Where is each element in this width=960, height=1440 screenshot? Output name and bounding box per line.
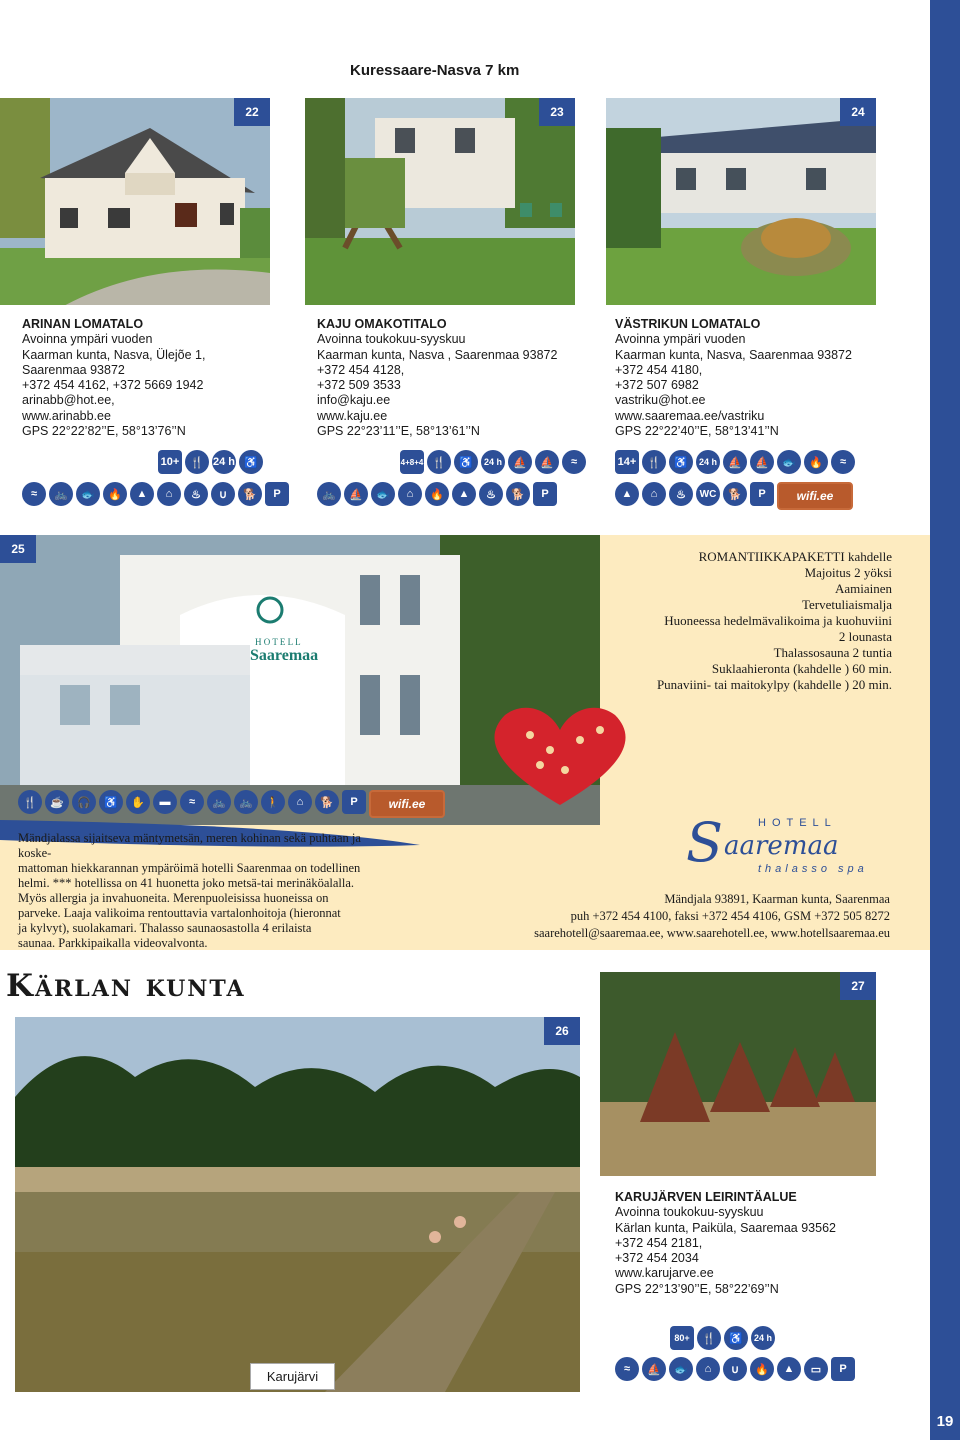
contact-phone: puh +372 454 4100, faksi +372 454 4106, GSM +372 505 8272 bbox=[570, 909, 890, 923]
listing-line: Kaarman kunta, Nasva , Saarenmaa 93872 bbox=[317, 347, 558, 362]
bike-icon: 🚲 bbox=[234, 790, 258, 814]
listing-line: Kaarman kunta, Nasva, Ülejõe 1, bbox=[22, 347, 206, 362]
photo-arinan-lomatalo bbox=[0, 98, 270, 305]
listing-line: Avoinna toukokuu-syyskuu bbox=[317, 332, 466, 347]
fish-icon: 🐟 bbox=[371, 482, 395, 506]
tent-icon: ▲ bbox=[777, 1357, 801, 1381]
page-number: 19 bbox=[930, 1408, 960, 1434]
amenity-icons-row2-camp bbox=[615, 1357, 855, 1383]
photo-vastrikun-lomatalo bbox=[606, 98, 876, 305]
campfire-icon: 🔥 bbox=[804, 450, 828, 474]
hotel-sign: Saaremaa bbox=[250, 647, 319, 664]
campfire-icon: 🔥 bbox=[425, 482, 449, 506]
listing-line: +372 454 4180, bbox=[615, 362, 703, 377]
open-24h-icon: 24 h bbox=[481, 450, 505, 474]
info-vastrikun-lomatalo bbox=[615, 317, 895, 439]
dog-icon: 🐕 bbox=[238, 482, 262, 506]
photo-caption: Karujärvi bbox=[250, 1363, 335, 1390]
hiker-icon: 🚶 bbox=[261, 790, 285, 814]
amenity-icons-row1-kaju bbox=[400, 450, 586, 476]
listing-line: +372 509 3533 bbox=[317, 378, 401, 393]
offer-line: Thalassosauna 2 tuntia bbox=[773, 645, 892, 660]
hotel-contact bbox=[430, 891, 890, 942]
desc-line: ja kylvyt), suolakamari. Thalasso saunaosastolla 4 erilaista bbox=[18, 921, 312, 935]
offer-line: Huoneessa hedelmävalikoima ja kuohuviini bbox=[664, 613, 892, 628]
dog-icon: 🐕 bbox=[723, 482, 747, 506]
listing-line: +372 507 6982 bbox=[615, 378, 699, 393]
listing-gps: GPS 22°22’82’’E, 58°13’76’’N bbox=[22, 424, 186, 439]
listing-gps: GPS 22°23’11’’E, 58°13’61’’N bbox=[317, 424, 480, 439]
beds-icon: 14+ bbox=[615, 450, 639, 474]
open-24h-icon: 24 h bbox=[212, 450, 236, 474]
lake-photo bbox=[15, 1017, 580, 1392]
listing-line: Kaarman kunta, Nasva, Saarenmaa 93872 bbox=[615, 347, 852, 362]
listing-email[interactable]: arinabb@hot.ee, bbox=[22, 393, 115, 408]
bed-icon: ▬ bbox=[153, 790, 177, 814]
desc-line: helmi. *** hotellissa on 41 huonetta joko metsä-tai merinäköalalla. bbox=[18, 876, 355, 890]
desc-line: Myös allergia ja invahuoneita. Merenpuoleisissa huoneissa on bbox=[18, 891, 329, 905]
card-number: 23 bbox=[539, 98, 575, 126]
swim-icon: ≈ bbox=[562, 450, 586, 474]
caravan-icon: ▭ bbox=[804, 1357, 828, 1381]
campfire-icon: 🔥 bbox=[750, 1357, 774, 1381]
parking-icon: P bbox=[265, 482, 289, 506]
listing-name: VÄSTRIKUN LOMATALO bbox=[615, 317, 761, 331]
desc-line: saunaa. Parkkipaikalla videovalvonta. bbox=[18, 936, 208, 950]
desc-line: parveke. Laaja valikoima rentouttavia vartalonhoitoja (hieronnat bbox=[18, 906, 341, 920]
listing-email[interactable]: info@kaju.ee bbox=[317, 393, 391, 408]
listing-line: +372 454 4162, +372 5669 1942 bbox=[22, 378, 204, 393]
photo-kaju-omakotitalo bbox=[305, 98, 575, 305]
strawberry-heart-image bbox=[460, 700, 660, 810]
boat-icon: ⛵ bbox=[723, 450, 747, 474]
listing-url[interactable]: www.karujarve.ee bbox=[615, 1266, 714, 1281]
fork-knife-icon: 🍴 bbox=[185, 450, 209, 474]
open-24h-icon: 24 h bbox=[696, 450, 720, 474]
tower-icon: ⌂ bbox=[157, 482, 181, 506]
contact-address: Mändjala 93891, Kaarman kunta, Saarenmaa bbox=[664, 892, 890, 906]
dog-icon: 🐕 bbox=[315, 790, 339, 814]
hotel-amenity-icons bbox=[18, 790, 445, 816]
wc-icon: WC bbox=[696, 482, 720, 506]
swim-icon: ≈ bbox=[180, 790, 204, 814]
tent-icon: ▲ bbox=[452, 482, 476, 506]
bike-icon: 🚲 bbox=[49, 482, 73, 506]
sauna-icon: ♨ bbox=[669, 482, 693, 506]
hotel-logo bbox=[686, 811, 906, 887]
amenity-icons-row1-vastrikun bbox=[615, 450, 855, 476]
logo-name: aaremaa bbox=[724, 831, 839, 861]
offer-line: 2 lounasta bbox=[838, 629, 892, 644]
offer-line: Tervetuliaismalja bbox=[801, 597, 892, 612]
toilet-icon: ♿ bbox=[669, 450, 693, 474]
listing-line: Avoinna toukokuu-syyskuu bbox=[615, 1205, 764, 1220]
listing-gps: GPS 22°13’90’’E, 58°22’69’’N bbox=[615, 1281, 779, 1296]
fish-icon: 🐟 bbox=[76, 482, 100, 506]
fish-icon: 🐟 bbox=[669, 1357, 693, 1381]
open-24h-icon: 24 h bbox=[751, 1326, 775, 1350]
hotel-sign-small: H O T E L L bbox=[255, 637, 301, 647]
route-title: Kuressaare-Nasva 7 km bbox=[350, 62, 520, 79]
offer-line: Majoitus 2 yöksi bbox=[804, 565, 892, 580]
amenity-icons-row1-arinan bbox=[158, 450, 263, 476]
section-title: Kärlan kunta bbox=[6, 968, 246, 1004]
fork-knife-icon: 🍴 bbox=[427, 450, 451, 474]
beds-icon: 10+ bbox=[158, 450, 182, 474]
amenity-icons-row2-kaju bbox=[317, 482, 557, 508]
bike-icon: 🚲 bbox=[317, 482, 341, 506]
beds-icon: 80+ bbox=[670, 1326, 694, 1350]
desc-line: Mändjalassa sijaitseva mäntymetsän, meren kohinan sekä puhtaan ja koske- bbox=[18, 831, 361, 860]
fish-icon: 🐟 bbox=[777, 450, 801, 474]
wifi-badge: wifi.ee bbox=[369, 790, 445, 818]
boat-icon: ⛵ bbox=[344, 482, 368, 506]
offer-line: Suklaahieronta (kahdelle ) 60 min. bbox=[711, 661, 892, 676]
fork-knife-icon: 🍴 bbox=[642, 450, 666, 474]
tent-icon: ▲ bbox=[130, 482, 154, 506]
canoe-icon: ⛵ bbox=[508, 450, 532, 474]
logo-spa: thalasso spa bbox=[758, 863, 868, 875]
boat-icon: ⛵ bbox=[642, 1357, 666, 1381]
amenity-icons-row1-camp bbox=[670, 1326, 775, 1352]
hotel-description bbox=[18, 831, 388, 951]
bike-icon: 🚲 bbox=[207, 790, 231, 814]
info-arinan-lomatalo bbox=[22, 317, 302, 439]
headphones-icon: 🎧 bbox=[72, 790, 96, 814]
sauna-icon: ♨ bbox=[184, 482, 208, 506]
fork-knife-icon: 🍴 bbox=[18, 790, 42, 814]
tower-icon: ⌂ bbox=[696, 1357, 720, 1381]
listing-url[interactable]: www.arinabb.ee bbox=[22, 408, 111, 423]
info-kaju-omakotitalo bbox=[317, 317, 597, 439]
card-number: 25 bbox=[0, 535, 36, 563]
swim-icon: ≈ bbox=[22, 482, 46, 506]
card-number: 27 bbox=[840, 972, 876, 1000]
swim-icon: ≈ bbox=[615, 1357, 639, 1381]
tent-icon: ▲ bbox=[615, 482, 639, 506]
desc-line: mattoman hiekkarannan ympäröimä hotelli Saarenmaa on todellinen bbox=[18, 861, 361, 875]
romance-package bbox=[562, 549, 892, 693]
tower-icon: ⌂ bbox=[642, 482, 666, 506]
card-number: 26 bbox=[544, 1017, 580, 1045]
listing-line: Avoinna ympäri vuoden bbox=[22, 332, 153, 347]
bath-icon: ∪ bbox=[723, 1357, 747, 1381]
wifi-badge: wifi.ee bbox=[777, 482, 853, 510]
fork-knife-icon: 🍴 bbox=[697, 1326, 721, 1350]
offer-line: ROMANTIIKKAPAKETTI kahdelle bbox=[698, 549, 892, 564]
coffee-icon: ☕ bbox=[45, 790, 69, 814]
campfire-icon: 🔥 bbox=[103, 482, 127, 506]
toilet-icon: ♿ bbox=[239, 450, 263, 474]
amenity-icons-row2-vastrikun bbox=[615, 482, 853, 508]
listing-url[interactable]: www.saaremaa.ee/vastriku bbox=[615, 408, 765, 423]
hotel-saaremaa-section bbox=[0, 535, 930, 950]
dog-icon: 🐕 bbox=[506, 482, 530, 506]
bath-icon: ∪ bbox=[211, 482, 235, 506]
offer-line: Aamiainen bbox=[834, 581, 892, 596]
parking-icon: P bbox=[831, 1357, 855, 1381]
info-karujarven-leirintaalue bbox=[615, 1190, 895, 1297]
card-number: 24 bbox=[840, 98, 876, 126]
toilet-icon: ♿ bbox=[454, 450, 478, 474]
kayak-icon: ⛵ bbox=[535, 450, 559, 474]
swim-icon: ≈ bbox=[831, 450, 855, 474]
listing-name: KAJU OMAKOTITALO bbox=[317, 317, 447, 331]
camp-photo bbox=[600, 972, 876, 1176]
listing-gps: GPS 22°22’40’’E, 58°13’41’’N bbox=[615, 424, 779, 439]
canoe-icon: ⛵ bbox=[750, 450, 774, 474]
listing-line: Kärlan kunta, Paiküla, Saaremaa 93562 bbox=[615, 1220, 836, 1235]
listing-line: Saarenmaa 93872 bbox=[22, 362, 125, 377]
listing-line: Avoinna ympäri vuoden bbox=[615, 332, 746, 347]
card-number: 22 bbox=[234, 98, 270, 126]
listing-name: ARINAN LOMATALO bbox=[22, 317, 144, 331]
listing-email[interactable]: vastriku@hot.ee bbox=[615, 393, 706, 408]
listing-line: +372 454 2034 bbox=[615, 1251, 699, 1266]
massage-icon: ✋ bbox=[126, 790, 150, 814]
listing-url[interactable]: www.kaju.ee bbox=[317, 408, 388, 423]
wheelchair-icon: ♿ bbox=[99, 790, 123, 814]
side-color-bar bbox=[930, 0, 960, 1440]
sauna-icon: ♨ bbox=[479, 482, 503, 506]
logo-hotell: HOTELL bbox=[758, 817, 837, 829]
toilet-icon: ♿ bbox=[724, 1326, 748, 1350]
listing-line: +372 454 2181, bbox=[615, 1235, 703, 1250]
parking-icon: P bbox=[342, 790, 366, 814]
tower-icon: ⌂ bbox=[288, 790, 312, 814]
logo-initial: S bbox=[686, 811, 723, 874]
beds-icon: 4+8+4 bbox=[400, 450, 424, 474]
offer-line: Punaviini- tai maitokylpy (kahdelle ) 20 min. bbox=[656, 677, 892, 692]
listing-line: +372 454 4128, bbox=[317, 362, 405, 377]
contact-web[interactable]: saarehotell@saaremaa.ee, www.saarehotell.ee, www.hotellsaaremaa.eu bbox=[534, 926, 890, 940]
parking-icon: P bbox=[533, 482, 557, 506]
amenity-icons-row2-arinan bbox=[22, 482, 289, 508]
tower-icon: ⌂ bbox=[398, 482, 422, 506]
listing-name: KARUJÄRVEN LEIRINTÄALUE bbox=[615, 1190, 797, 1204]
parking-icon: P bbox=[750, 482, 774, 506]
